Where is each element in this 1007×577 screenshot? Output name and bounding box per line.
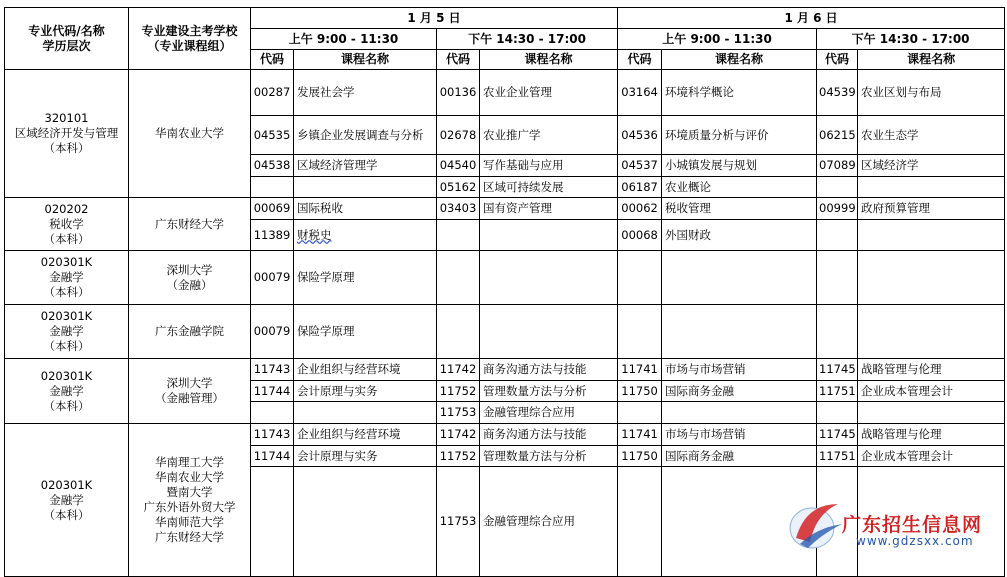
watermark-title: 广东招生信息网 xyxy=(842,514,983,536)
course-name-cell xyxy=(662,177,817,198)
course-code-cell xyxy=(817,359,858,381)
school-text: 暨南大学 xyxy=(166,485,213,499)
course-header: 课程名称 xyxy=(662,50,817,70)
course-name: 环境质量分析与评价 xyxy=(665,127,769,142)
major-cell xyxy=(5,70,129,198)
major-text: 税收学 xyxy=(49,216,84,231)
code-header: 代码 xyxy=(817,50,858,70)
course-name-cell xyxy=(858,251,1005,305)
course-code-cell xyxy=(437,359,480,381)
course-name: 国际税收 xyxy=(297,201,343,215)
site-logo-icon xyxy=(786,498,846,552)
course-code-cell xyxy=(251,359,294,381)
school-text: 广东财经大学 xyxy=(155,530,224,544)
school-cell xyxy=(129,424,251,577)
course-code-cell xyxy=(251,155,294,177)
course-code-cell xyxy=(251,70,294,116)
school-text: （金融） xyxy=(166,277,213,292)
course-code-cell xyxy=(251,424,294,446)
school-cell xyxy=(129,305,251,359)
course-code: 00287 xyxy=(253,85,291,99)
course-name-cell xyxy=(480,198,618,220)
course-code-cell xyxy=(437,220,480,251)
course-code: 06215 xyxy=(819,127,856,142)
course-code-cell xyxy=(618,446,662,467)
course-name: 农业概论 xyxy=(665,179,712,194)
course-code-cell xyxy=(618,402,662,424)
course-name: 企业成本管理会计 xyxy=(861,383,954,398)
course-name-cell xyxy=(294,220,437,251)
course-code-cell xyxy=(817,116,858,155)
course-name: 商务沟通方法与技能 xyxy=(483,427,587,441)
course-code: 11751 xyxy=(819,448,856,463)
course-name-cell xyxy=(480,251,618,305)
course-code-cell xyxy=(437,467,480,577)
course-name: 农业企业管理 xyxy=(483,85,552,99)
course-name-cell xyxy=(294,198,437,220)
course-code: 11744 xyxy=(253,448,291,463)
course-code: 00068 xyxy=(621,227,658,242)
course-header: 课程名称 xyxy=(858,50,1005,70)
course-name: 企业组织与经营环境 xyxy=(297,362,401,376)
course-name-cell xyxy=(858,446,1005,467)
course-name-cell xyxy=(858,116,1005,155)
course-name-cell xyxy=(662,116,817,155)
table-row xyxy=(5,251,1005,305)
course-name-cell xyxy=(480,402,618,424)
course-code: 11389 xyxy=(253,227,291,242)
course-name-cell xyxy=(662,251,817,305)
course-code-cell xyxy=(817,177,858,198)
code-header: 代码 xyxy=(437,50,480,70)
course-code-cell xyxy=(817,305,858,359)
school-text: 深圳大学 xyxy=(166,376,213,390)
course-code: 11742 xyxy=(439,427,477,441)
course-name: 战略管理与伦理 xyxy=(861,427,942,441)
day2-morning-header: 上午 9:00 - 11:30 xyxy=(618,29,817,50)
course-code: 00999 xyxy=(819,201,856,215)
major-text: （本科） xyxy=(43,231,90,246)
course-code-cell xyxy=(618,220,662,251)
school-text: 广东金融学院 xyxy=(155,324,224,338)
course-code: 00136 xyxy=(439,85,477,99)
course-name: 商务沟通方法与技能 xyxy=(483,362,587,376)
table-row xyxy=(5,305,1005,359)
course-name-cell xyxy=(294,359,437,381)
major-text: （本科） xyxy=(43,285,90,299)
major-text: （本科） xyxy=(43,398,90,413)
school-cell xyxy=(129,359,251,424)
course-name: 市场与市场营销 xyxy=(665,362,746,376)
table-row xyxy=(5,424,1005,446)
course-name: 农业区划与布局 xyxy=(861,85,942,99)
course-name-cell xyxy=(858,424,1005,446)
course-code-cell xyxy=(618,467,662,577)
major-text: 020301K xyxy=(40,255,93,269)
course-code-cell xyxy=(817,402,858,424)
school-text: 广东外语外贸大学 xyxy=(143,500,236,514)
course-code-cell xyxy=(817,70,858,116)
course-code: 00079 xyxy=(253,270,291,284)
course-code: 11744 xyxy=(253,383,291,398)
course-code-cell xyxy=(437,424,480,446)
course-code: 03164 xyxy=(621,85,658,99)
course-code-cell xyxy=(437,402,480,424)
course-name-cell xyxy=(662,220,817,251)
course-name: 会计原理与实务 xyxy=(297,448,378,463)
course-name-cell xyxy=(480,467,618,577)
school-text: 华南农业大学 xyxy=(155,126,224,140)
major-cell xyxy=(5,305,129,359)
course-code-cell xyxy=(618,424,662,446)
course-name: 金融管理综合应用 xyxy=(483,405,575,419)
course-code-cell xyxy=(251,251,294,305)
major-text: 020202 xyxy=(44,201,89,216)
course-code-cell xyxy=(817,155,858,177)
table-row xyxy=(5,359,1005,381)
course-code-cell xyxy=(251,402,294,424)
course-code: 04536 xyxy=(621,127,658,142)
course-name: 国际商务金融 xyxy=(665,383,735,398)
course-name: 税收管理 xyxy=(665,201,712,215)
course-code: 11753 xyxy=(439,405,477,419)
course-name-cell xyxy=(858,381,1005,402)
course-code-cell xyxy=(618,155,662,177)
major-text: 020301K xyxy=(40,477,93,492)
school-text: （金融管理） xyxy=(155,391,224,405)
day2-afternoon-header: 下午 14:30 - 17:00 xyxy=(817,29,1005,50)
course-name: 金融管理综合应用 xyxy=(483,514,575,528)
course-code-cell xyxy=(817,251,858,305)
course-name: 管理数量方法与分析 xyxy=(483,448,587,463)
course-name-cell xyxy=(294,424,437,446)
day1-afternoon-header: 下午 14:30 - 17:00 xyxy=(437,29,618,50)
course-code-cell xyxy=(437,305,480,359)
course-name: 环境科学概论 xyxy=(665,85,735,99)
course-name-cell xyxy=(480,424,618,446)
course-name-cell xyxy=(294,155,437,177)
course-code: 11741 xyxy=(621,362,658,376)
course-name-cell xyxy=(294,70,437,116)
course-code-cell xyxy=(251,467,294,577)
school-text: 深圳大学 xyxy=(166,262,213,277)
course-header: 课程名称 xyxy=(294,50,437,70)
course-name-cell xyxy=(662,70,817,116)
course-code: 07089 xyxy=(819,158,856,172)
major-text: 320101 xyxy=(44,111,89,125)
course-name-cell xyxy=(294,467,437,577)
major-text: 020301K xyxy=(40,368,93,383)
course-name-cell xyxy=(294,446,437,467)
major-text: （本科） xyxy=(43,339,90,353)
course-code-cell xyxy=(618,381,662,402)
course-code-cell xyxy=(251,220,294,251)
course-name: 小城镇发展与规划 xyxy=(665,158,758,172)
course-name-cell xyxy=(294,305,437,359)
course-name-cell xyxy=(294,177,437,198)
course-code: 11745 xyxy=(819,427,856,441)
school-cell xyxy=(129,70,251,198)
table-row xyxy=(5,198,1005,220)
course-code: 11753 xyxy=(439,514,477,528)
course-code-cell xyxy=(437,116,480,155)
course-name: 会计原理与实务 xyxy=(297,383,378,398)
major-cell xyxy=(5,251,129,305)
school-text: 华南农业大学 xyxy=(155,470,224,484)
course-name-cell xyxy=(294,251,437,305)
course-code: 03403 xyxy=(439,201,477,215)
school-cell xyxy=(129,251,251,305)
course-name-cell xyxy=(480,177,618,198)
course-code-cell xyxy=(251,381,294,402)
day1-header: 1 月 5 日 xyxy=(251,8,618,29)
course-name-cell xyxy=(480,155,618,177)
course-name-cell xyxy=(662,155,817,177)
course-name-cell xyxy=(480,359,618,381)
course-code: 11750 xyxy=(621,448,658,463)
course-code-cell xyxy=(618,251,662,305)
course-name-cell xyxy=(662,359,817,381)
course-code: 11743 xyxy=(253,362,291,376)
major-text: （本科） xyxy=(43,507,90,522)
course-name-cell xyxy=(858,155,1005,177)
major-header: 专业代码/名称 学历层次 xyxy=(5,8,129,70)
course-name-cell xyxy=(294,381,437,402)
course-code: 04539 xyxy=(819,85,856,99)
major-text: 金融学 xyxy=(49,383,84,398)
course-code-cell xyxy=(437,381,480,402)
course-name: 农业推广学 xyxy=(483,127,541,142)
course-name: 保险学原理 xyxy=(297,270,355,284)
course-name-cell xyxy=(662,381,817,402)
school-text: 广东财经大学 xyxy=(155,216,224,231)
major-cell xyxy=(5,359,129,424)
course-code: 04538 xyxy=(253,158,291,172)
course-code: 02678 xyxy=(439,127,477,142)
course-name-cell xyxy=(858,402,1005,424)
course-name-cell xyxy=(858,198,1005,220)
watermark xyxy=(786,496,986,556)
course-name-cell xyxy=(858,305,1005,359)
course-name: 财税史 xyxy=(297,227,332,242)
course-name-cell xyxy=(858,177,1005,198)
course-name: 国有资产管理 xyxy=(483,201,552,215)
course-name-cell xyxy=(294,402,437,424)
course-code-cell xyxy=(437,177,480,198)
school-text: 华南师范大学 xyxy=(155,515,224,529)
course-code-cell xyxy=(437,446,480,467)
course-name: 国际商务金融 xyxy=(665,448,735,463)
course-code: 11752 xyxy=(439,448,477,463)
major-text: 020301K xyxy=(40,309,93,323)
course-code-cell xyxy=(618,116,662,155)
course-code: 06187 xyxy=(621,179,658,194)
course-code: 11745 xyxy=(819,362,856,376)
course-code-cell xyxy=(251,177,294,198)
course-code-cell xyxy=(251,116,294,155)
course-code-cell xyxy=(817,381,858,402)
course-name-cell xyxy=(662,424,817,446)
course-name: 区域经济学 xyxy=(861,158,919,172)
course-code: 00062 xyxy=(621,201,658,215)
course-name: 农业生态学 xyxy=(861,127,919,142)
major-text: 金融学 xyxy=(49,324,84,338)
course-name-cell xyxy=(294,116,437,155)
course-code: 11741 xyxy=(621,427,658,441)
course-name-cell xyxy=(480,70,618,116)
course-code-cell xyxy=(817,424,858,446)
course-name: 乡镇企业发展调查与分析 xyxy=(297,127,424,142)
course-code-cell xyxy=(251,446,294,467)
course-code-cell xyxy=(618,198,662,220)
course-name: 发展社会学 xyxy=(297,85,355,99)
code-header: 代码 xyxy=(251,50,294,70)
course-name: 外国财政 xyxy=(665,227,712,242)
course-name-cell xyxy=(662,402,817,424)
course-code: 04535 xyxy=(253,127,291,142)
course-name-cell xyxy=(480,305,618,359)
course-code: 11742 xyxy=(439,362,477,376)
course-code: 00079 xyxy=(253,324,291,338)
course-name: 区域可持续发展 xyxy=(483,179,564,194)
code-header: 代码 xyxy=(618,50,662,70)
course-name-cell xyxy=(662,305,817,359)
course-name: 企业组织与经营环境 xyxy=(297,427,401,441)
watermark-url: www.gdzsxx.com xyxy=(856,534,974,548)
course-code-cell xyxy=(437,198,480,220)
course-name: 写作基础与应用 xyxy=(483,158,564,172)
course-name-cell xyxy=(480,116,618,155)
major-text: （本科） xyxy=(43,141,90,155)
course-name: 管理数量方法与分析 xyxy=(483,383,587,398)
course-code-cell xyxy=(817,198,858,220)
day2-header: 1 月 6 日 xyxy=(618,8,1005,29)
course-name-cell xyxy=(858,359,1005,381)
course-code: 11743 xyxy=(253,427,291,441)
course-name-cell xyxy=(480,446,618,467)
table-row xyxy=(5,70,1005,116)
major-text: 金融学 xyxy=(49,492,84,507)
major-cell xyxy=(5,424,129,577)
course-code-cell xyxy=(437,251,480,305)
day1-morning-header: 上午 9:00 - 11:30 xyxy=(251,29,437,50)
school-header: 专业建设主考学校 （专业课程组） xyxy=(129,8,251,70)
course-code: 11752 xyxy=(439,383,477,398)
major-text: 区域经济开发与管理 xyxy=(14,126,119,140)
course-name: 政府预算管理 xyxy=(861,201,931,215)
exam-schedule-table xyxy=(4,7,1005,577)
course-name: 保险学原理 xyxy=(297,324,355,338)
course-name: 市场与市场营销 xyxy=(665,427,746,441)
course-code-cell xyxy=(251,305,294,359)
school-text: 华南理工大学 xyxy=(155,455,224,469)
major-cell xyxy=(5,198,129,251)
course-code-cell xyxy=(618,359,662,381)
course-code-cell xyxy=(437,70,480,116)
course-code-cell xyxy=(437,155,480,177)
course-code-cell xyxy=(618,177,662,198)
course-name: 企业成本管理会计 xyxy=(861,448,954,463)
course-name-cell xyxy=(858,220,1005,251)
course-code: 05162 xyxy=(439,179,477,194)
course-code-cell xyxy=(817,446,858,467)
course-header: 课程名称 xyxy=(480,50,618,70)
course-name-cell xyxy=(480,381,618,402)
course-name-cell xyxy=(480,220,618,251)
course-code: 11750 xyxy=(621,383,658,398)
course-code: 11751 xyxy=(819,383,856,398)
school-cell xyxy=(129,198,251,251)
course-name-cell xyxy=(858,70,1005,116)
course-code-cell xyxy=(251,198,294,220)
course-code-cell xyxy=(618,305,662,359)
course-name: 战略管理与伦理 xyxy=(861,362,942,376)
course-name-cell xyxy=(662,446,817,467)
course-code: 00069 xyxy=(253,201,291,215)
course-name: 区域经济管理学 xyxy=(297,158,378,172)
course-code-cell xyxy=(817,220,858,251)
course-code: 04540 xyxy=(439,158,477,172)
course-code-cell xyxy=(618,70,662,116)
course-code: 04537 xyxy=(621,158,658,172)
major-text: 金融学 xyxy=(49,270,84,284)
course-name-cell xyxy=(662,198,817,220)
